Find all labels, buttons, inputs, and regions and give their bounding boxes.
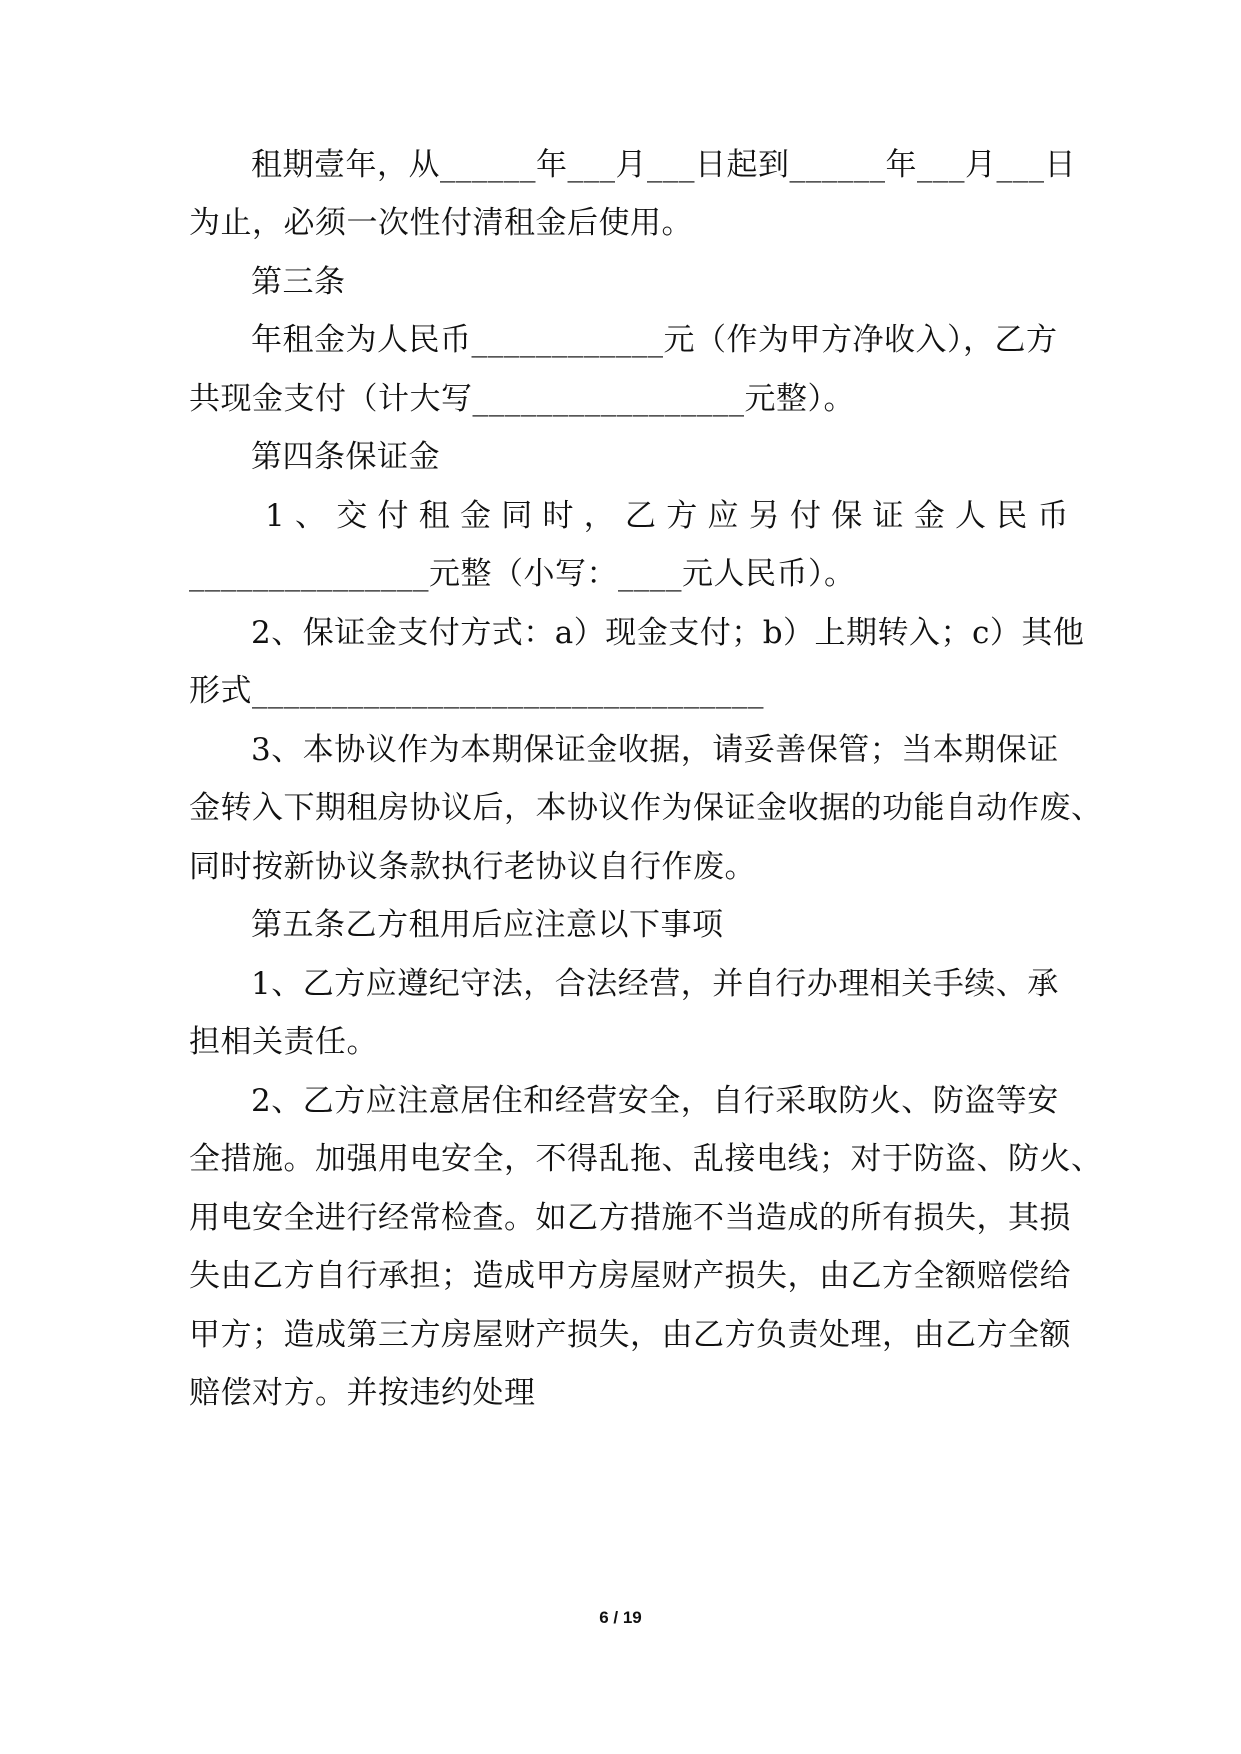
text-line: 1、乙方应遵纪守法，合法经营，并自行办理相关手续、承 <box>251 966 1059 1002</box>
text-line: _______________元整（小写：____元人民币）。 <box>189 556 856 592</box>
text-line: 形式________________________________ <box>189 673 764 709</box>
text-line: 第四条保证金 <box>251 439 440 475</box>
text-line: 用电安全进行经常检查。如乙方措施不当造成的所有损失，其损 <box>189 1200 1071 1236</box>
text-line: 全措施。加强用电安全，不得乱拖、乱接电线；对于防盗、防火、 <box>189 1141 1103 1177</box>
text-line: 2、保证金支付方式：a）现金支付；b）上期转入；c）其他 <box>251 615 1085 651</box>
text-line: 1、交付租金同时，乙方应另付保证金人民币 <box>265 498 1069 534</box>
text-line: 担相关责任。 <box>189 1024 378 1060</box>
text-line: 同时按新协议条款执行老协议自行作废。 <box>189 849 756 885</box>
page-number: 6 / 19 <box>599 1608 642 1627</box>
text-line: 共现金支付（计大写_________________元整）。 <box>189 381 855 417</box>
text-line: 3、本协议作为本期保证金收据，请妥善保管；当本期保证 <box>251 732 1059 768</box>
text-line: 第五条乙方租用后应注意以下事项 <box>251 907 724 943</box>
text-line: 失由乙方自行承担；造成甲方房屋财产损失，由乙方全额赔偿给 <box>189 1258 1071 1294</box>
text-line: 第三条 <box>251 264 346 300</box>
text-line: 年租金为人民币____________元（作为甲方净收入），乙方 <box>251 322 1058 358</box>
text-line: 2、乙方应注意居住和经营安全，自行采取防火、防盗等安 <box>251 1083 1059 1119</box>
text-line: 甲方；造成第三方房屋财产损失，由乙方负责处理，由乙方全额 <box>189 1317 1071 1353</box>
text-line: 赔偿对方。并按违约处理 <box>189 1375 536 1411</box>
text-line: 为止，必须一次性付清租金后使用。 <box>189 205 693 241</box>
text-line: 租期壹年，从______年___月___日起到______年___月___日 <box>251 147 1076 183</box>
text-line: 金转入下期租房协议后，本协议作为保证金收据的功能自动作废、 <box>189 790 1103 826</box>
